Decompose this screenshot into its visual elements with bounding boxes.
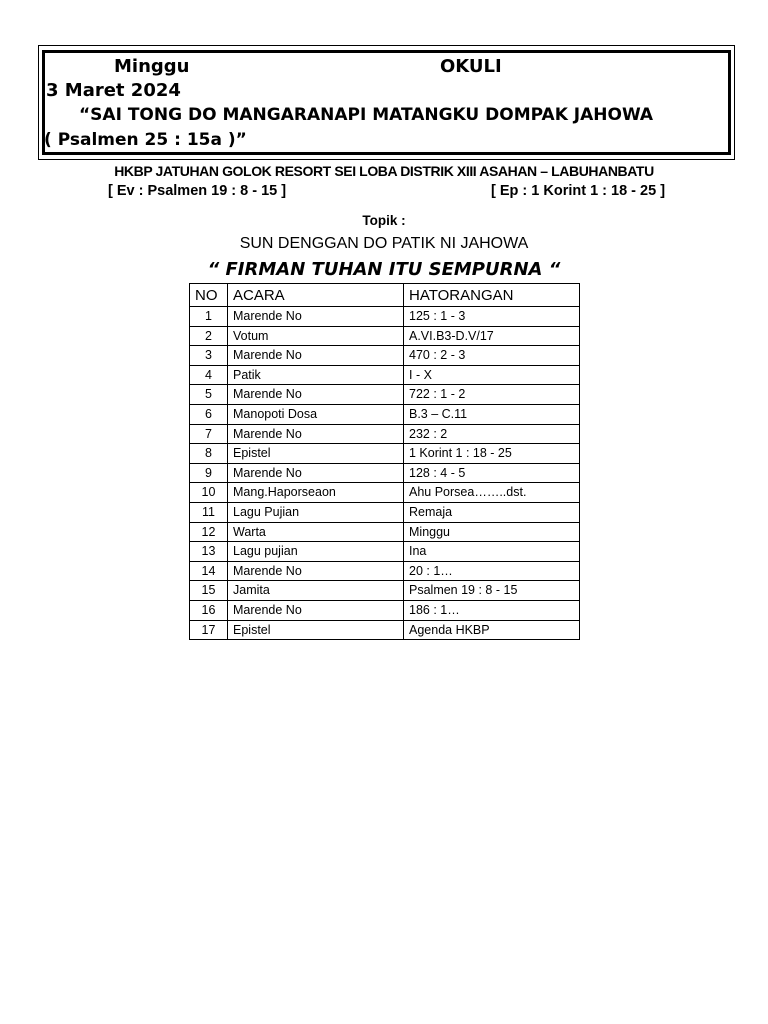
table-row [190,444,580,464]
occasion-title: OKULI [440,56,502,77]
cell-acara: Marende No [228,346,404,366]
cell-no: 1 [190,307,228,327]
liturgy-table [189,283,580,640]
cell-no: 16 [190,600,228,620]
cell-acara: Marende No [228,600,404,620]
table-row [190,346,580,366]
cell-hatorangan: 186 : 1… [404,600,580,620]
cell-acara: Marende No [228,307,404,327]
column-header-hatorangan: HATORANGAN [404,284,580,307]
cell-no: 6 [190,404,228,424]
cell-hatorangan: A.VI.B3-D.V/17 [404,326,580,346]
cell-acara: Lagu Pujian [228,502,404,522]
cell-hatorangan: 125 : 1 - 3 [404,307,580,327]
cell-no: 10 [190,483,228,503]
topic-title: SUN DENGGAN DO PATIK NI JAHOWA [239,235,529,252]
cell-acara: Lagu pujian [228,542,404,562]
column-header-no: NO [190,284,228,307]
cell-hatorangan: I - X [404,365,580,385]
cell-acara: Epistel [228,620,404,640]
theme-verse-line-1: “SAI TONG DO MANGARANAPI MATANGKU DOMPAK JAHOWA [79,105,654,125]
table-row [190,620,580,640]
cell-no: 17 [190,620,228,640]
table-row [190,404,580,424]
cell-hatorangan: 470 : 2 - 3 [404,346,580,366]
cell-acara: Mang.Haporseaon [228,483,404,503]
church-name: HKBP JATUHAN GOLOK RESORT SEI LOBA DISTRIK XIII ASAHAN – LABUHANBATU [114,163,654,179]
table-row [190,522,580,542]
cell-no: 12 [190,522,228,542]
cell-no: 8 [190,444,228,464]
cell-no: 5 [190,385,228,405]
table-row [190,542,580,562]
table-row [190,365,580,385]
cell-acara: Manopoti Dosa [228,404,404,424]
cell-acara: Epistel [228,444,404,464]
cell-acara: Patik [228,365,404,385]
theme-verse-line-2: ( Psalmen 25 : 15a )” [44,130,247,150]
cell-no: 7 [190,424,228,444]
cell-hatorangan: Ina [404,542,580,562]
table-row [190,424,580,444]
cell-no: 11 [190,502,228,522]
cell-acara: Warta [228,522,404,542]
cell-hatorangan: Psalmen 19 : 8 - 15 [404,581,580,601]
cell-no: 15 [190,581,228,601]
cell-hatorangan: Ahu Porsea……..dst. [404,483,580,503]
table-row [190,581,580,601]
table-row [190,326,580,346]
cell-acara: Marende No [228,463,404,483]
cell-no: 3 [190,346,228,366]
cell-no: 9 [190,463,228,483]
table-row [190,561,580,581]
cell-hatorangan: Agenda HKBP [404,620,580,640]
evangelium-reference: [ Ev : Psalmen 19 : 8 - 15 ] [108,183,287,199]
column-header-acara: ACARA [228,284,404,307]
cell-hatorangan: 1 Korint 1 : 18 - 25 [404,444,580,464]
service-date: 3 Maret 2024 [46,80,181,101]
cell-hatorangan: 232 : 2 [404,424,580,444]
cell-acara: Jamita [228,581,404,601]
table-row [190,463,580,483]
cell-hatorangan: 128 : 4 - 5 [404,463,580,483]
topic-subtitle: “ FIRMAN TUHAN ITU SEMPURNA “ [207,259,561,280]
table-row [190,483,580,503]
table-row [190,502,580,522]
cell-acara: Marende No [228,385,404,405]
table-header-row [190,284,580,307]
table-row [190,600,580,620]
day-label: Minggu [114,56,190,77]
cell-acara: Marende No [228,561,404,581]
cell-no: 2 [190,326,228,346]
topic-label: Topik : [362,213,406,228]
cell-hatorangan: B.3 – C.11 [404,404,580,424]
cell-no: 13 [190,542,228,562]
cell-acara: Votum [228,326,404,346]
cell-hatorangan: 722 : 1 - 2 [404,385,580,405]
cell-hatorangan: Minggu [404,522,580,542]
epistle-reference: [ Ep : 1 Korint 1 : 18 - 25 ] [491,183,666,199]
table-row [190,385,580,405]
table-row [190,307,580,327]
cell-no: 4 [190,365,228,385]
cell-acara: Marende No [228,424,404,444]
cell-hatorangan: 20 : 1… [404,561,580,581]
cell-hatorangan: Remaja [404,502,580,522]
cell-no: 14 [190,561,228,581]
